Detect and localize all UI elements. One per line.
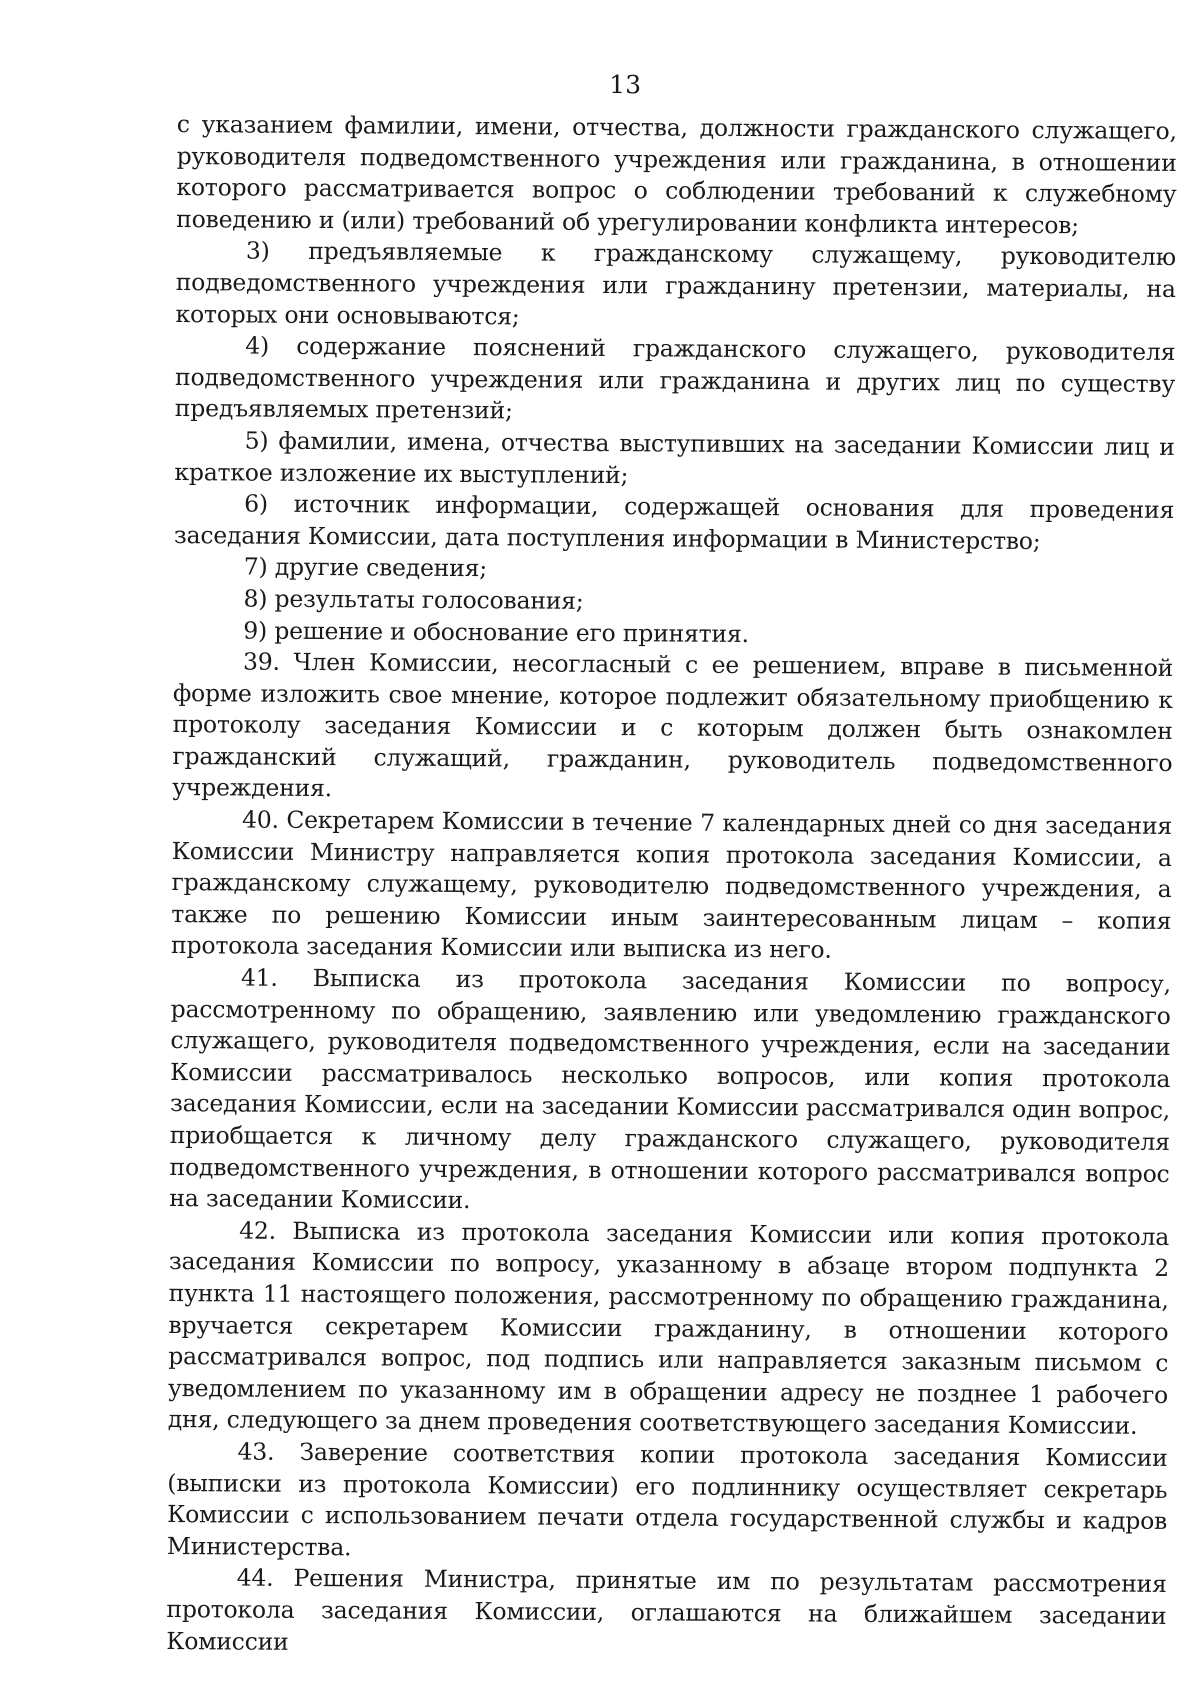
page-number: 13 [609, 70, 642, 100]
paragraph-continuation: с указанием фамилии, имени, отчества, должности гражданского служащего, руководителя подведомственного учреждения или гражданина, в отношении которого рассматривается вопрос о соблюдении требований к служебному поведению и (или) требований об урегулировании конфликта интересов; [176, 110, 1177, 240]
paragraph-item-6: 6) источник информации, содержащей основания для проведения заседания Комиссии, дата поступления информации в Министерство; [173, 489, 1175, 555]
paragraph-item-7: 7) другие сведения; [243, 552, 488, 583]
paragraph-item-3: 3) предъявляемые к гражданскому служащему, руководителю подведомственного учреждения или гражданину претензии, материалы, на которых они основываются; [175, 236, 1177, 330]
paragraph-44: 44. Решения Министра, принятые им по результатам рассмотрения протокола заседания Комиссии, оглашаются на ближайшем заседании Комиссии [166, 1563, 1167, 1656]
document-body [166, 109, 1177, 1664]
paragraph-item-5: 5) фамилии, имена, отчества выступивших на заседании Комиссии лиц и краткое изложение их выступлений; [174, 426, 1175, 489]
paragraph-42: 42. Выписка из протокола заседания Комиссии или копия протокола заседания Комиссии по вопросу, указанному в абзаце втором подпункта 2 пункта 11 настоящего положения, рассмотренному по обращению гражданина, вручается секретарем Комиссии гражданину, в отношении которого рассматривался вопрос, под подпись или направляется заказным письмом с уведомлением по указанному им в обращении адресу не позднее 1 рабочего дня, следующего за днем проведения соответствующего заседания Комиссии. [167, 1216, 1170, 1441]
paragraph-item-4: 4) содержание пояснений гражданского служащего, руководителя подведомственного учреждения или гражданина и других лиц по существу предъявляемых претензий; [174, 331, 1176, 425]
paragraph-40: 40. Секретарем Комиссии в течение 7 календарных дней со дня заседания Комиссии Министру направляется копия протокола заседания Комиссии, а гражданскому служащему, руководителю подведомственного учреждения, а также по решению Комиссии иным заинтересованным лицам – копия протокола заседания Комиссии или выписка из него. [171, 805, 1173, 965]
paragraph-39: 39. Член Комиссии, несогласный с ее решением, вправе в письменной форме изложить свое мнение, которое подлежит обязательному приобщению к протоколу заседания Комиссии и с которым должен быть ознакомлен гражданский служащий, гражданин, руководитель подведомственного учреждения. [172, 647, 1174, 803]
paragraph-43: 43. Заверение соответствия копии протокола заседания Комиссии (выписки из протокола Комиссии) его подлиннику осуществляет секретарь Комиссии с использованием печати отдела государственной службы и кадров Министерства. [166, 1437, 1168, 1562]
paragraph-item-9: 9) решение и обоснование его принятия. [243, 616, 749, 648]
paragraph-item-8: 8) результаты голосования; [243, 584, 584, 615]
paragraph-41: 41. Выписка из протокола заседания Комиссии по вопросу, рассмотренному по обращению, заявлению или уведомлению гражданского служащего, руководителя подведомственного учреждения, если на заседании Комиссии рассматривалось несколько вопросов, или копия протокола заседания Комиссии, если на заседании Комиссии рассматривался один вопрос, приобщается к личному делу гражданского служащего, руководителя подведомственного учреждения, в отношении которого рассматривался вопрос на заседании Комиссии. [169, 963, 1171, 1215]
